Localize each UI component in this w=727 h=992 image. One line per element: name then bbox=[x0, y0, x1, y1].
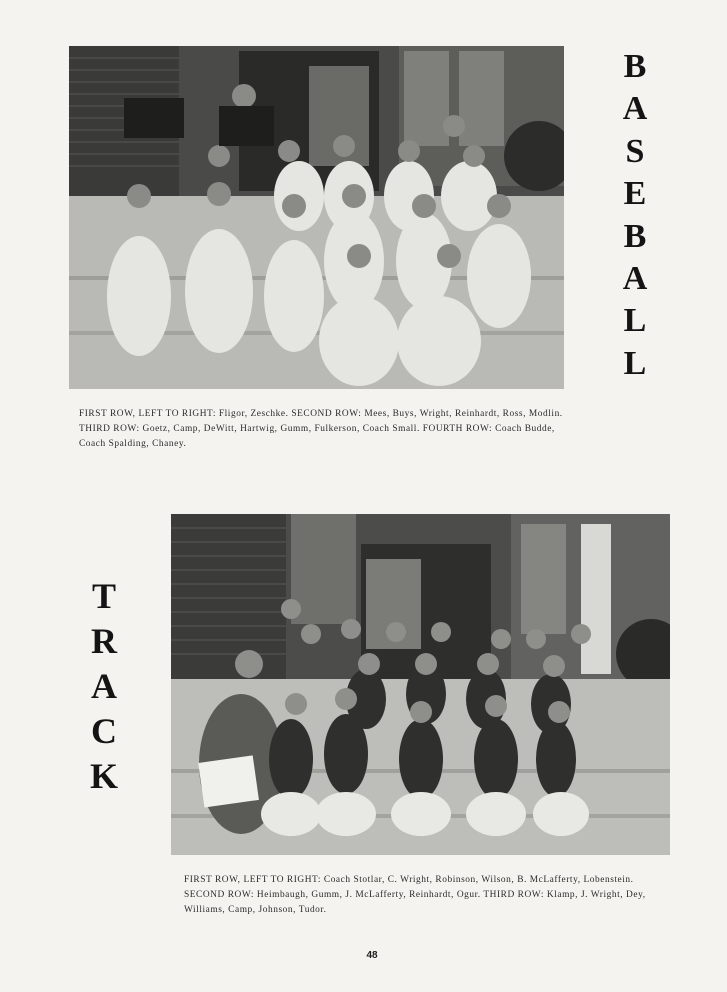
page-number: 48 bbox=[366, 950, 378, 961]
baseball-team-photo bbox=[69, 46, 564, 389]
track-letter: K bbox=[89, 756, 118, 796]
track-letter: C bbox=[91, 711, 117, 751]
baseball-letter: L bbox=[623, 344, 647, 382]
baseball-letter: L bbox=[623, 302, 647, 340]
baseball-caption: FIRST ROW, LEFT TO RIGHT: Fligor, Zeschke. SECOND ROW: Mees, Buys, Wright, Reinhardt, Ross, Modlin. THIRD ROW: Goetz, Camp, DeWitt, Hartwig, Gumm, Fulkerson, Coach Small. FOURTH ROW: Coach Budde, Coach Spalding, Chaney. bbox=[79, 409, 563, 449]
baseball-letter: S bbox=[625, 132, 645, 170]
baseball-letter: B bbox=[623, 217, 647, 255]
track-letter: A bbox=[91, 666, 117, 706]
baseball-letter: B bbox=[623, 48, 647, 85]
baseball-letter: E bbox=[623, 175, 647, 213]
track-team-photo bbox=[171, 514, 670, 855]
baseball-letter: A bbox=[622, 259, 648, 297]
track-caption: FIRST ROW, LEFT TO RIGHT: Coach Stotlar, C. Wright, Robinson, Wilson, B. McLafferty, Lobenstein. SECOND ROW: Heimbaugh, Gumm, J. McLafferty, Reinhardt, Ogur. THIRD ROW: Klamp, J. Wright, Dey, Williams, Camp, Johnson, Tudor. bbox=[184, 875, 646, 915]
baseball-letter: A bbox=[622, 90, 648, 128]
track-title bbox=[86, 578, 122, 803]
track-letter: R bbox=[91, 621, 117, 661]
track-letter: T bbox=[91, 576, 116, 616]
baseball-title bbox=[618, 50, 652, 389]
